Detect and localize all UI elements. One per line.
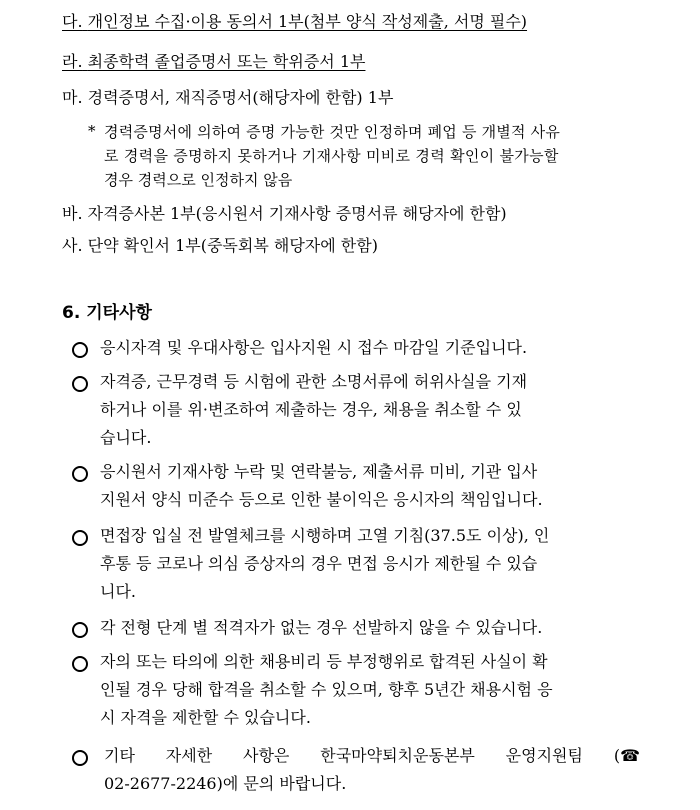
contact-word: 기타	[104, 746, 135, 765]
item-6-line-1: 자의 또는 타의에 의한 채용비리 등 부정행위로 합격된 사실이 확	[100, 652, 548, 671]
note-asterisk: *	[88, 122, 96, 140]
doc-item-ra	[62, 52, 365, 72]
item-text: 자격증사본 1부(응시원서 기재사항 증명서류 해당자에 한함)	[87, 204, 507, 223]
item-6-line-2: 인될 경우 당해 합격을 취소할 수 있으며, 향후 5년간 채용시험 응	[100, 680, 553, 699]
item-5-line-1: 각 전형 단계 별 적격자가 없는 경우 선발하지 않을 수 있습니다.	[100, 618, 543, 637]
item-4-line-1: 면접장 입실 전 발열체크를 시행하며 고열 기침(37.5도 이상), 인	[100, 526, 550, 545]
contact-word: 사항은	[243, 746, 290, 765]
item-marker: 마.	[62, 88, 83, 107]
contact-org: 한국마약퇴치운동본부	[320, 746, 475, 765]
contact-line-2: 02-2677-2246)에 문의 바랍니다.	[104, 774, 347, 793]
item-2-line-1: 자격증, 근무경력 등 시험에 관한 소명서류에 허위사실을 기재	[100, 372, 528, 391]
note-line-3: 경우 경력으로 인정하지 않음	[104, 171, 293, 189]
doc-item-da	[62, 12, 527, 32]
doc-item-sa	[62, 236, 378, 256]
item-text: 개인정보 수집·이용 동의서 1부(첨부 양식 작성제출, 서명 필수)	[87, 12, 528, 31]
item-text: 최종학력 졸업증명서 또는 학위증서 1부	[87, 52, 366, 71]
section-number: 6.	[62, 303, 81, 323]
circle-bullet-icon	[72, 622, 88, 638]
item-2-line-2: 하거나 이를 위·변조하여 제출하는 경우, 채용을 취소할 수 있	[100, 400, 522, 419]
item-1-line-1: 응시자격 및 우대사항은 입사지원 시 접수 마감일 기준입니다.	[100, 338, 528, 357]
contact-line-1	[104, 746, 640, 766]
contact-paren-phone: (☎	[613, 746, 640, 765]
doc-item-ba	[62, 204, 507, 224]
item-marker: 바.	[62, 204, 83, 223]
circle-bullet-icon	[72, 750, 88, 766]
item-3-line-1: 응시원서 기재사항 누락 및 연락불능, 제출서류 미비, 기관 입사	[100, 462, 538, 481]
item-6-line-3: 시 자격을 제한할 수 있습니다.	[100, 708, 311, 727]
circle-bullet-icon	[72, 656, 88, 672]
item-2-line-3: 습니다.	[100, 428, 152, 447]
note-line-2: 로 경력을 증명하지 못하거나 기재사항 미비로 경력 확인이 불가능할	[104, 147, 559, 165]
circle-bullet-icon	[72, 530, 88, 546]
note-line-1: 경력증명서에 의하여 증명 가능한 것만 인정하며 폐업 등 개별적 사유	[104, 123, 561, 141]
item-3-line-2: 지원서 양식 미준수 등으로 인한 불이익은 응시자의 책임입니다.	[100, 490, 543, 509]
contact-team: 운영지원팀	[505, 746, 583, 765]
circle-bullet-icon	[72, 376, 88, 392]
telephone-icon: ☎	[620, 746, 640, 765]
item-text: 단약 확인서 1부(중독회복 해당자에 한함)	[87, 236, 378, 255]
item-marker: 다.	[62, 12, 83, 31]
item-4-line-3: 니다.	[100, 582, 136, 601]
item-marker: 라.	[62, 52, 83, 71]
section-heading	[62, 298, 152, 323]
item-text: 경력증명서, 재직증명서(해당자에 한함) 1부	[87, 88, 394, 107]
section-title: 기타사항	[86, 303, 152, 323]
item-4-line-2: 후통 등 코로나 의심 증상자의 경우 면접 응시가 제한될 수 있습	[100, 554, 538, 573]
circle-bullet-icon	[72, 342, 88, 358]
contact-word: 자세한	[165, 746, 213, 765]
doc-item-ma	[62, 88, 393, 108]
circle-bullet-icon	[72, 466, 88, 482]
item-marker: 사.	[62, 236, 83, 255]
